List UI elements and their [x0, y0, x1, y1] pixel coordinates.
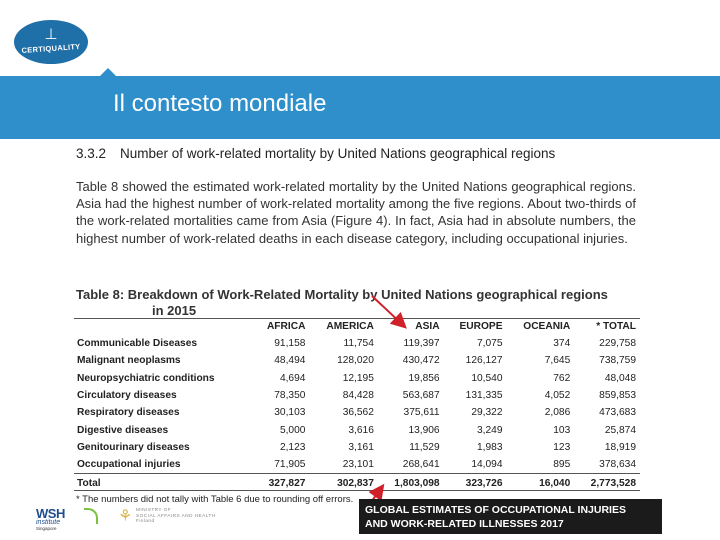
header-cell: * TOTAL	[596, 321, 636, 332]
arrow-to-asia	[372, 296, 404, 326]
header-cell: AFRICA	[266, 321, 306, 332]
wsh-name: WSH	[36, 506, 65, 521]
table-cell: 16,040	[507, 474, 575, 492]
table-cell: 430,472	[402, 355, 440, 367]
slide-title: Il contesto mondiale	[113, 90, 327, 117]
table-cell: 123	[553, 441, 571, 453]
table-cell: 126,127	[465, 355, 503, 367]
section-number: 3.3.2	[76, 146, 107, 161]
table-cell: 78,350	[274, 390, 306, 402]
ministry-emblem-icon: ⚘	[118, 508, 133, 525]
row-label: Malignant neoplasms	[77, 355, 181, 367]
table-cell: 25,874	[604, 424, 636, 436]
table-cell: 895	[553, 459, 571, 471]
table-cell: 84,428	[342, 390, 374, 402]
header-cell: OCEANIA	[523, 321, 571, 332]
wsh-country: Singapore	[36, 526, 57, 531]
row-label: Circulatory diseases	[77, 390, 177, 402]
table-cell: 71,905	[274, 459, 306, 471]
table-cell: 3,249	[477, 424, 503, 436]
table-cell: 2,123	[279, 441, 306, 453]
table-cell: 4,694	[279, 372, 306, 384]
table-cell: 13,906	[408, 424, 440, 436]
source-box	[359, 499, 662, 534]
table-cell: 48,494	[274, 355, 306, 367]
table-caption-line1: Table 8: Breakdown of Work-Related Mortality by United Nations geographical regions	[76, 287, 608, 302]
row-label: Digestive diseases	[77, 424, 169, 436]
table-cell: 11,529	[409, 441, 440, 453]
body-paragraph: Table 8 showed the estimated work-related mortality by the United Nations geographical regions. Asia had the highest number of work-related mortality among the five regions. About two-thirds of the work-related mortalities came from Asia (Figure 4). In fact, Asia had in absolute numbers, the highest number of work-related deaths in each disease category, including occupational injuries.	[76, 179, 636, 246]
table-cell: 91,158	[274, 338, 306, 350]
ministry-text	[136, 508, 216, 525]
section-title: Number of work-related mortality by United Nations geographical regions	[120, 146, 556, 161]
table-cell: 563,687	[402, 390, 440, 402]
table-cell: 11,754	[343, 338, 374, 350]
table-cell: 10,540	[471, 372, 503, 384]
table-cell: 5,000	[279, 424, 306, 436]
table-footnote: * The numbers did not tally with Table 6 due to rounding off errors.	[76, 494, 354, 505]
table-cell: 119,397	[403, 338, 440, 350]
table-cell: 378,634	[599, 459, 636, 471]
table-cell: 18,919	[604, 441, 636, 453]
ministry-line2: SOCIAL AFFAIRS AND HEALTH	[136, 513, 216, 519]
logo-text: CERTIQUALITY	[21, 41, 81, 56]
ministry-line3: Finland	[136, 519, 155, 525]
table-cell: 7,645	[544, 355, 571, 367]
wsh-sub: institute	[36, 519, 61, 526]
table-cell: 859,853	[599, 390, 636, 402]
source-box-line2: AND WORK-RELATED ILLNESSES 2017	[365, 518, 564, 530]
row-label: Total	[74, 474, 252, 492]
table-cell: 30,103	[274, 407, 306, 419]
table-cell: 374	[553, 338, 571, 350]
table-cell: 128,020	[337, 355, 374, 367]
table-cell: 3,161	[348, 441, 374, 453]
table-cell: 375,611	[403, 407, 440, 419]
table-cell: 229,758	[599, 338, 636, 350]
table-cell: 2,086	[544, 407, 571, 419]
table-cell: 12,195	[342, 372, 374, 384]
header-cell: ASIA	[415, 321, 440, 332]
table-cell: 3,616	[348, 424, 374, 436]
logo-mark-icon: ⊥	[44, 26, 58, 43]
table-cell: 29,322	[471, 407, 503, 419]
header-cell: AMERICA	[326, 321, 374, 332]
table-cell: 7,075	[477, 338, 503, 350]
table-cell: 36,562	[342, 407, 374, 419]
table-cell: 268,641	[402, 459, 440, 471]
source-box-line1: GLOBAL ESTIMATES OF OCCUPATIONAL INJURIES	[365, 504, 626, 516]
table-cell: 2,773,528	[574, 474, 640, 492]
table-cell: 4,052	[544, 390, 571, 402]
row-label: Occupational injuries	[77, 459, 181, 471]
table-cell: 762	[553, 372, 571, 384]
table-cell: 103	[553, 424, 571, 436]
table-cell: 1,803,098	[378, 474, 444, 492]
table-cell: 302,837	[309, 474, 377, 492]
table-cell: 14,094	[471, 459, 503, 471]
wsh-institute-logo	[36, 506, 96, 536]
row-label: Neuropsychiatric conditions	[77, 372, 215, 384]
table-caption-line2: in 2015	[152, 303, 197, 318]
table-cell: 23,101	[342, 459, 374, 471]
row-label: Respiratory diseases	[77, 407, 180, 419]
ministry-line1: MINISTRY OF	[136, 508, 172, 513]
table-cell: 19,856	[408, 372, 440, 384]
table-cell: 473,683	[599, 407, 636, 419]
row-label: Genitourinary diseases	[77, 441, 190, 453]
ministry-logo	[118, 505, 228, 535]
table-cell: 131,335	[465, 390, 503, 402]
table-cell: 738,759	[599, 355, 636, 367]
row-label: Communicable Diseases	[77, 338, 198, 350]
table-cell: 323,726	[444, 474, 507, 492]
table-cell: 1,983	[477, 441, 503, 453]
table-cell: 327,827	[252, 474, 309, 492]
table-cell: 48,048	[604, 372, 636, 384]
header-cell: EUROPE	[459, 321, 503, 332]
